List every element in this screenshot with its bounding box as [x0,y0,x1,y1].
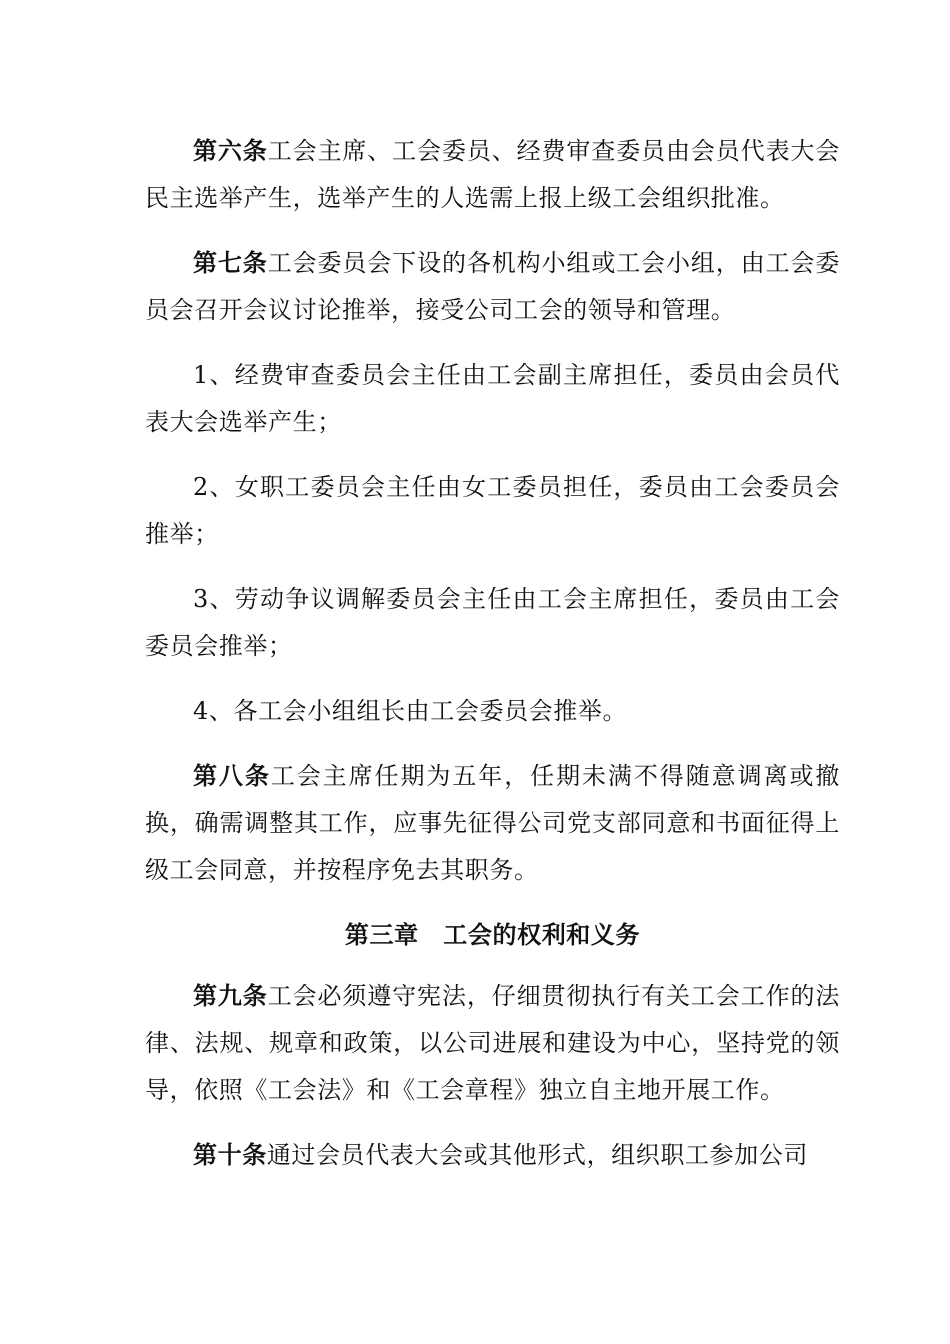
article-10-title: 第十条 [193,1141,267,1169]
article-9 [145,973,840,1114]
list-item-1: 1、经费审查委员会主任由工会副主席担任，委员由会员代表大会选举产生； [145,361,840,436]
article-8 [145,753,840,894]
article-7-text: 工会委员会下设的各机构小组或工会小组，由工会委员会召开会议讨论推举，接受公司工会的领导和管理。 [145,249,840,324]
article-9-text: 工会必须遵守宪法，仔细贯彻执行有关工会工作的法律、法规、规章和政策，以公司进展和建设为中心，坚持党的领导，依照《工会法》和《工会章程》独立自主地开展工作。 [145,982,840,1104]
chapter-heading: 第三章 工会的权利和义务 [344,921,641,949]
list-item-3: 3、劳动争议调解委员会主任由工会主席担任，委员由工会委员会推举； [145,585,840,660]
article-7-title: 第七条 [193,249,268,277]
list-item-2: 2、女职工委员会主任由女工委员担任，委员由工会委员会推举； [145,473,840,548]
article-6-text: 工会主席、工会委员、经费审查委员由会员代表大会民主选举产生，选举产生的人选需上报上级工会组织批准。 [145,137,840,212]
article-6-title: 第六条 [193,137,268,165]
article-10 [145,1132,840,1179]
article-8-text: 工会主席任期为五年，任期未满不得随意调离或撤换，确需调整其工作，应事先征得公司党支部同意和书面征得上级工会同意，并按程序免去其职务。 [145,762,840,884]
article-9-title: 第九条 [193,982,268,1010]
article-10-text: 通过会员代表大会或其他形式，组织职工参加公司 [266,1141,809,1169]
list-item-4: 4、各工会小组组长由工会委员会推举。 [193,697,628,725]
article-7 [145,240,840,334]
article-6 [145,128,840,222]
document-body [145,128,840,1197]
article-8-title: 第八条 [193,762,271,790]
